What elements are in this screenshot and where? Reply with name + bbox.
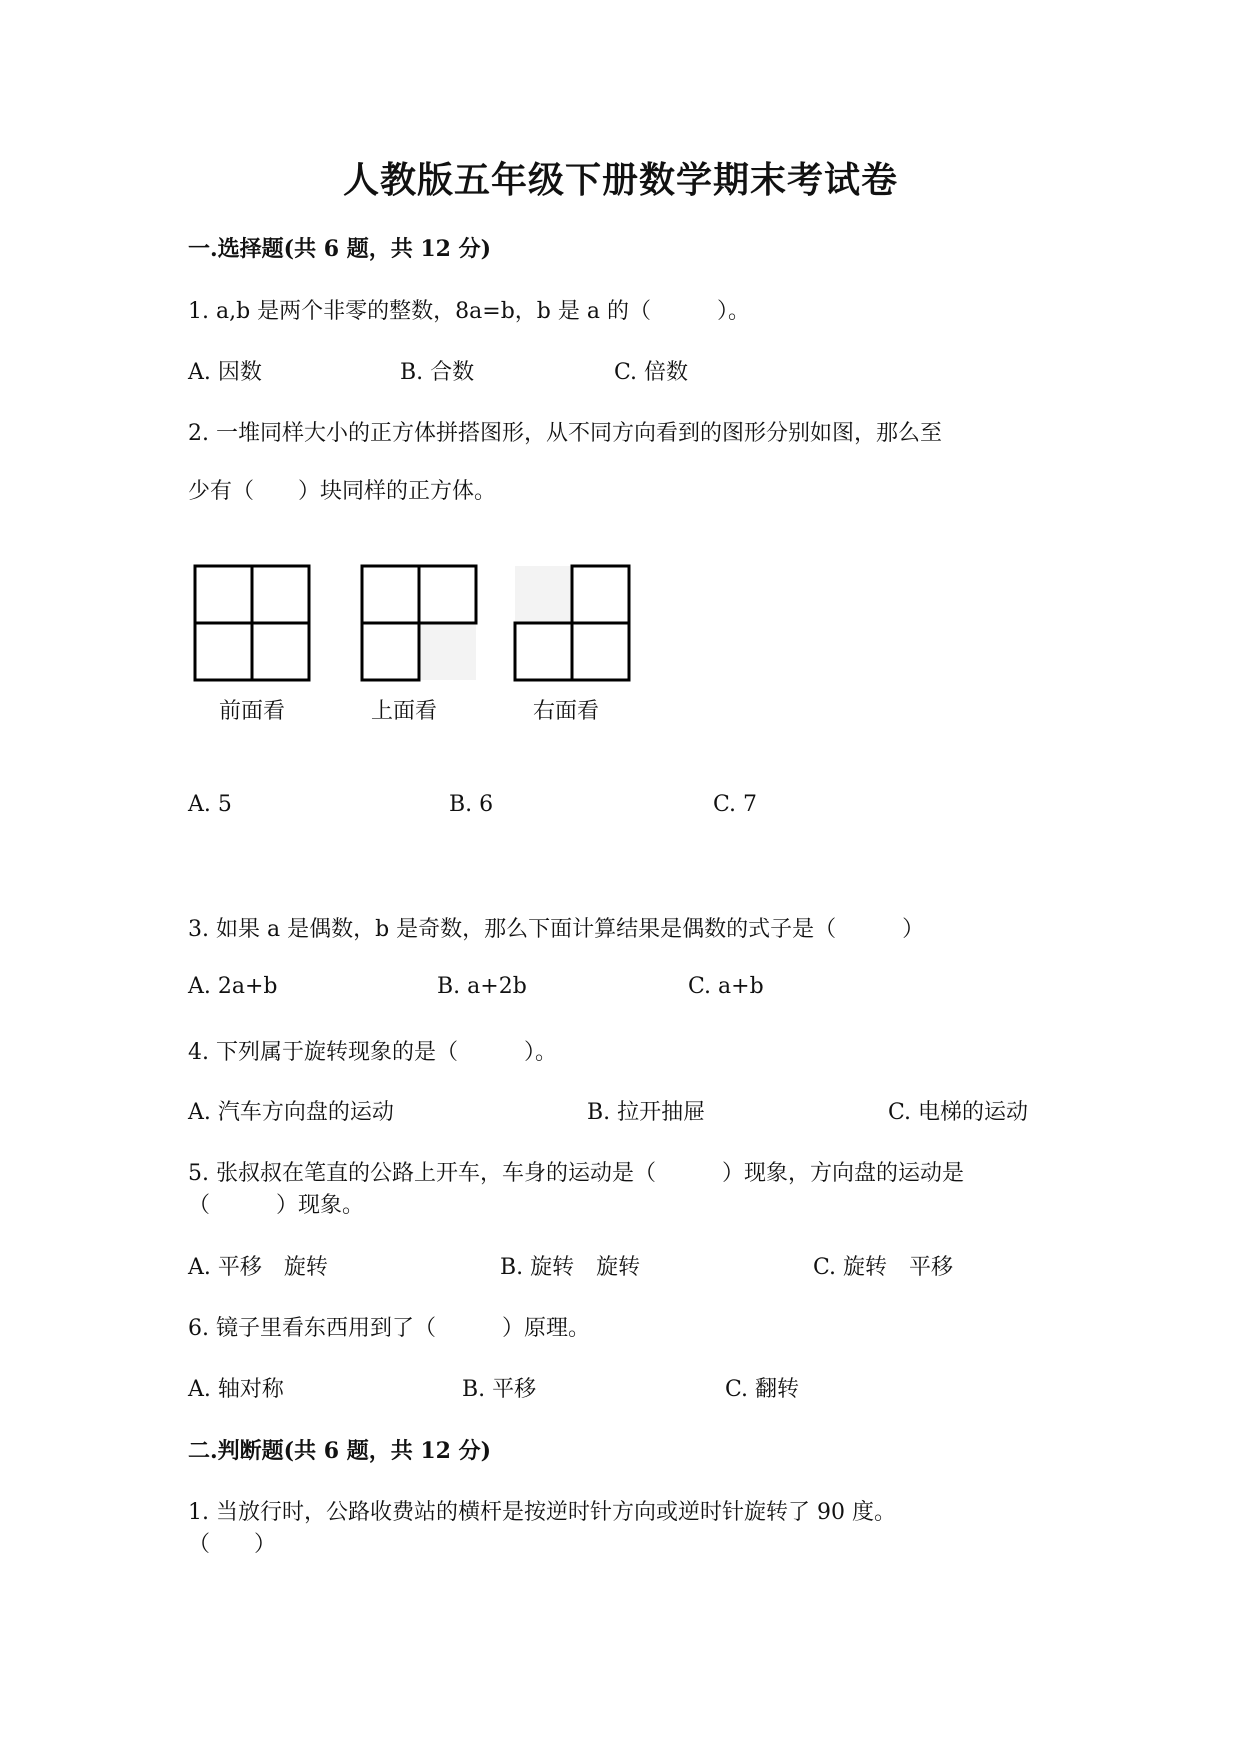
q1-option-c: C. 倍数 (614, 360, 689, 385)
front-view-grid (195, 566, 309, 680)
q6-option-a: A. 轴对称 (188, 1377, 284, 1402)
q1-option-b: B. 合数 (400, 360, 475, 385)
q2-option-b: B. 6 (449, 792, 494, 817)
q2-option-a: A. 5 (188, 792, 232, 817)
top-view-grid (362, 566, 476, 680)
question-5-text-line-1: 5. 张叔叔在笔直的公路上开车，车身的运动是（ ）现象，方向盘的运动是 (188, 1161, 964, 1186)
figure-label-right: 右面看 (532, 699, 599, 724)
figure-label-top: 上面看 (370, 699, 437, 724)
q3-option-b: B. a+2b (437, 974, 527, 999)
judgment-1-text-line-2: （ ） (188, 1532, 277, 1557)
question-1-text: 1. a,b 是两个非零的整数，8a=b，b 是 a 的（ ）。 (188, 299, 750, 324)
section-heading-judgment: 二.判断题(共 6 题，共 12 分) (188, 1438, 492, 1464)
question-5-text-line-2: （ ）现象。 (188, 1193, 365, 1218)
question-2-text-line-1: 2. 一堆同样大小的正方体拼搭图形，从不同方向看到的图形分别如图，那么至 (188, 421, 942, 446)
question-6-text: 6. 镜子里看东西用到了（ ）原理。 (188, 1316, 590, 1341)
q6-option-c: C. 翻转 (725, 1377, 800, 1402)
q5-option-b: B. 旋转 旋转 (500, 1255, 641, 1280)
right-view-grid (515, 566, 629, 680)
question-3-text: 3. 如果 a 是偶数，b 是奇数，那么下面计算结果是偶数的式子是（ ） (188, 917, 925, 942)
judgment-1-text-line-1: 1. 当放行时，公路收费站的横杆是按逆时针方向或逆时针旋转了 90 度。 (188, 1500, 896, 1525)
q3-option-c: C. a+b (688, 974, 764, 999)
q6-option-b: B. 平移 (462, 1377, 537, 1402)
page-title: 人教版五年级下册数学期末考试卷 (342, 159, 898, 201)
q4-option-a: A. 汽车方向盘的运动 (188, 1100, 394, 1125)
figure-label-front: 前面看 (218, 699, 285, 724)
cube-views-figure (0, 0, 1241, 700)
section-heading-choice: 一.选择题(共 6 题，共 12 分) (188, 236, 492, 262)
q3-option-a: A. 2a+b (188, 974, 278, 999)
q5-option-a: A. 平移 旋转 (188, 1255, 328, 1280)
question-4-text: 4. 下列属于旋转现象的是（ ）。 (188, 1040, 557, 1065)
q4-option-b: B. 拉开抽屉 (587, 1100, 706, 1125)
question-2-text-line-2: 少有（ ）块同样的正方体。 (188, 479, 497, 504)
q5-option-c: C. 旋转 平移 (813, 1255, 954, 1280)
q1-option-a: A. 因数 (188, 360, 262, 385)
q2-option-c: C. 7 (713, 792, 758, 817)
q4-option-c: C. 电梯的运动 (888, 1100, 1029, 1125)
